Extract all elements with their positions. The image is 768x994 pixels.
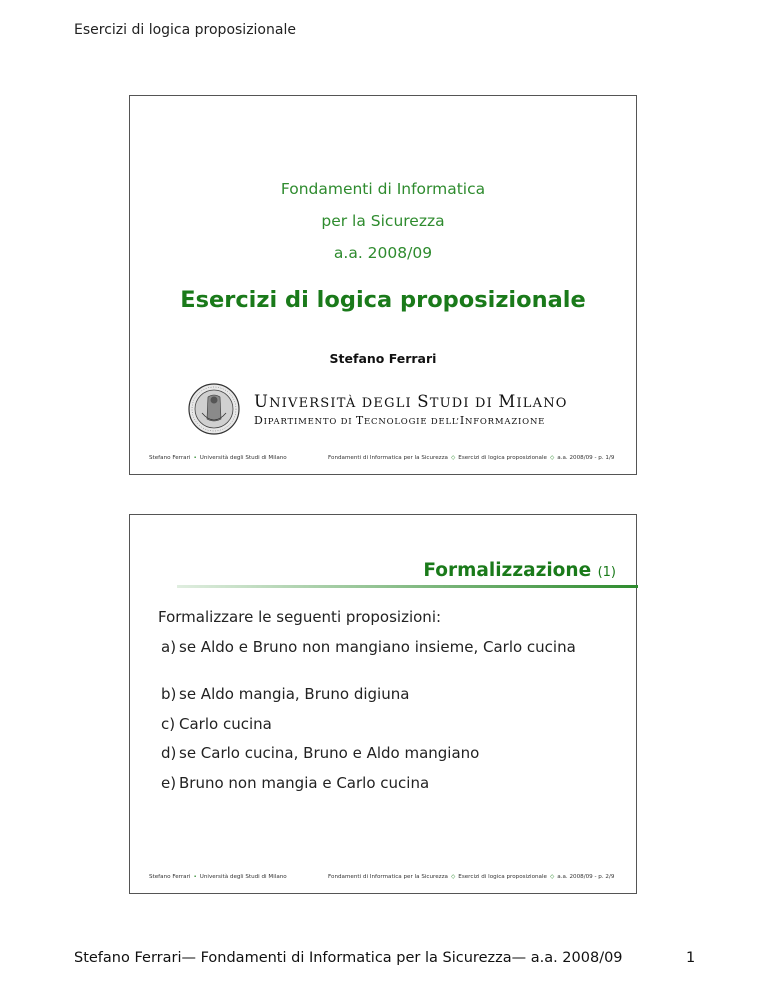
course-name-line1: Fondamenti di Informatica [280, 180, 486, 198]
slide-footer-left: Stefano Ferrari • Università degli Studi di Milano [149, 455, 287, 461]
author-name: Stefano Ferrari [329, 351, 437, 366]
list-item: b) se Aldo mangia, Bruno digiuna [161, 685, 410, 703]
list-item: e) Bruno non mangia e Carlo cucina [161, 774, 430, 792]
university-name: UNIVERSITÀ DEGLI STUDI DI MILANO [254, 392, 568, 411]
exercise-intro: Formalizzare le seguenti proposizioni: [158, 608, 442, 626]
slide-footer-right: Fondamenti di Informatica per la Sicurezza ◇ Esercizi di logica proposizionale ◇ a.a. 2008/09 - p. 1/9 [328, 455, 615, 461]
presentation-title: Esercizi di logica proposizionale [180, 287, 586, 313]
university-seal-icon [188, 383, 240, 435]
list-item: a) se Aldo e Bruno non mangiano insieme, Carlo cucina [161, 638, 576, 656]
slide-1 [129, 95, 637, 475]
slide-footer-right: Fondamenti di Informatica per la Sicurezza ◇ Esercizi di logica proposizionale ◇ a.a. 2008/09 - p. 2/9 [328, 874, 615, 880]
list-item: d) se Carlo cucina, Bruno e Aldo mangiano [161, 744, 480, 762]
title-underline [177, 585, 638, 588]
department-name: DIPARTIMENTO DI TECNOLOGIE DELL’INFORMAZIONE [254, 414, 546, 427]
slide-2 [129, 514, 637, 894]
slide-page-number: a.a. 2008/09 - p. 1/9 [557, 455, 615, 461]
academic-year: a.a. 2008/09 [333, 244, 433, 262]
page-header: Esercizi di logica proposizionale [74, 22, 296, 38]
page-number: 1 [686, 950, 696, 966]
slide-page-number: a.a. 2008/09 - p. 2/9 [557, 874, 615, 880]
list-item: c) Carlo cucina [161, 715, 272, 733]
page-footer: Stefano Ferrari— Fondamenti di Informatica per la Sicurezza— a.a. 2008/09 [74, 950, 623, 966]
slide-footer-left: Stefano Ferrari • Università degli Studi di Milano [149, 874, 287, 880]
course-name-line2: per la Sicurezza [321, 212, 445, 230]
slide-title: Formalizzazione (1) [423, 560, 616, 581]
